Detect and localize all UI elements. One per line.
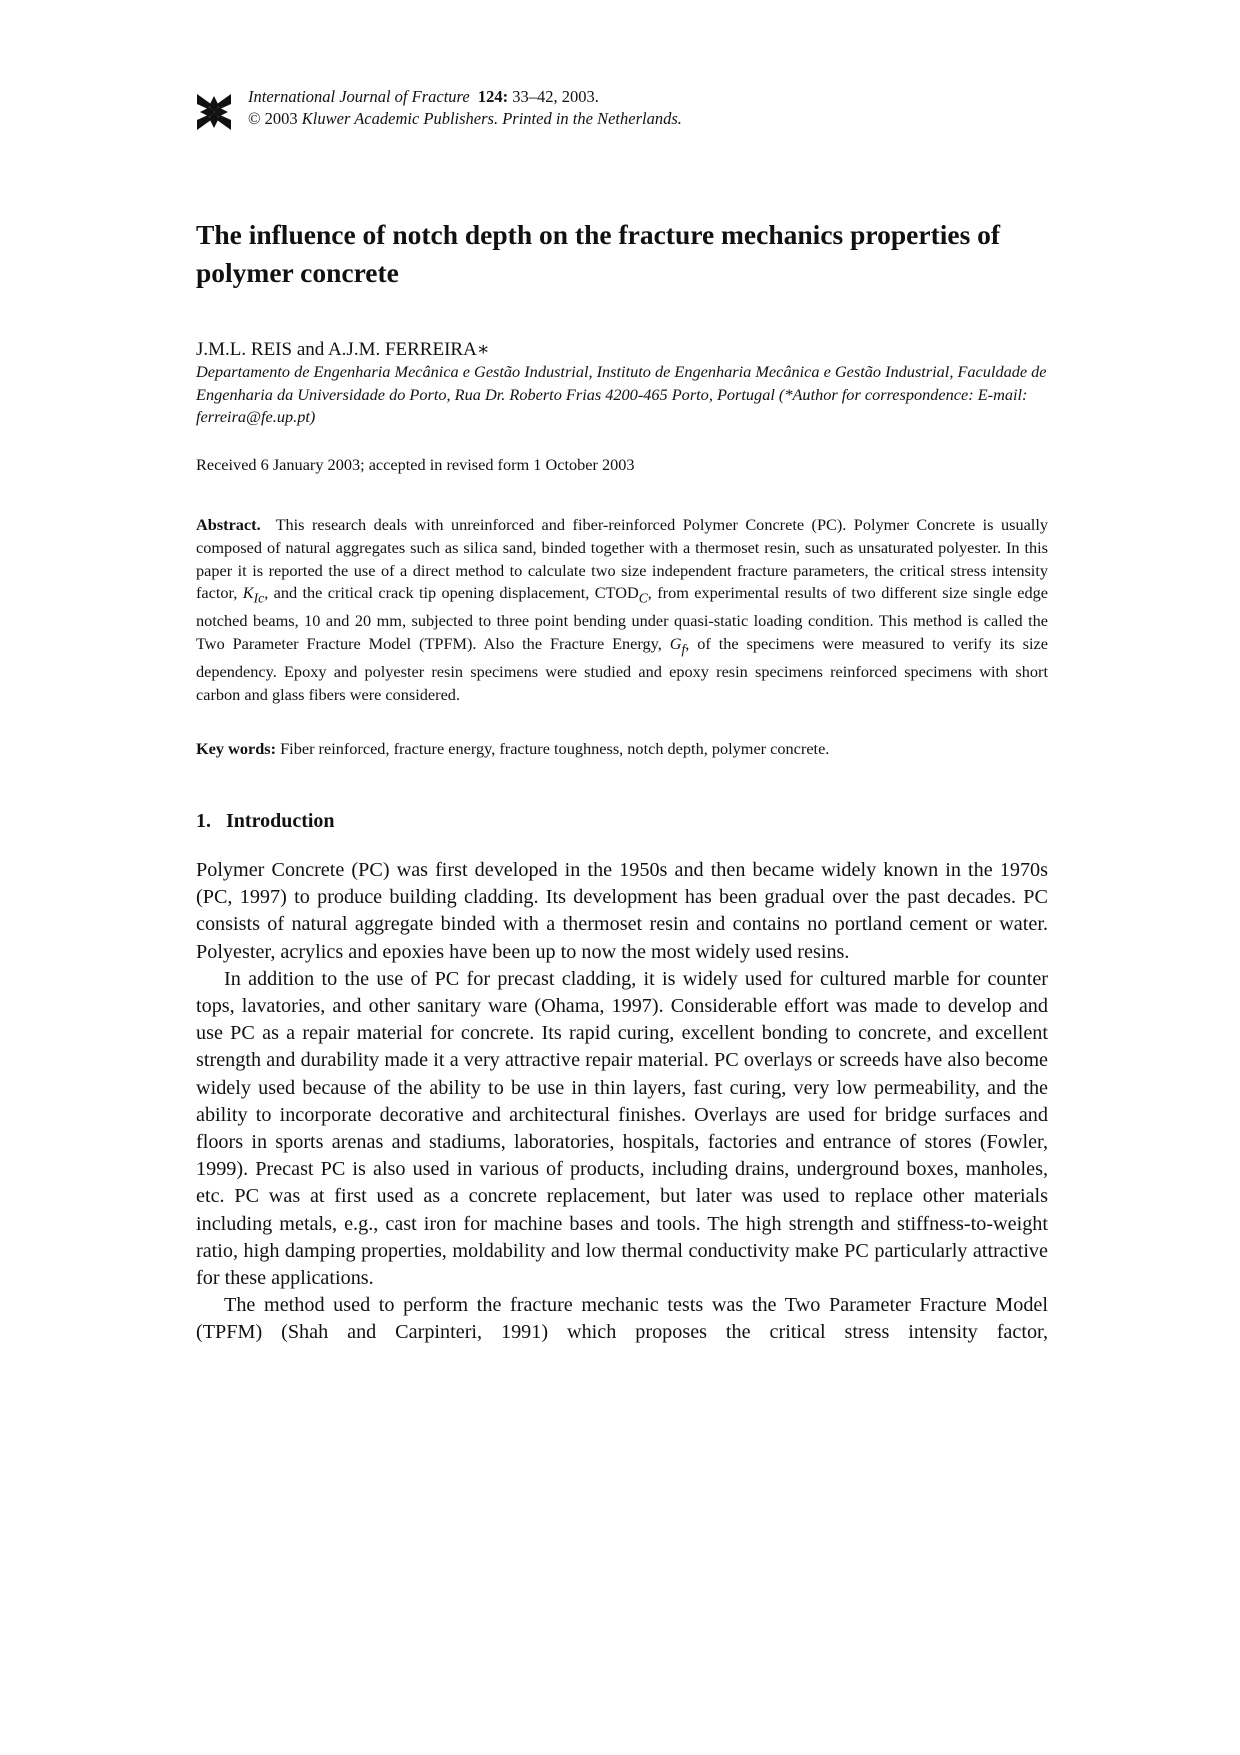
kic-subscript: Ic xyxy=(253,590,265,606)
section-heading xyxy=(196,808,335,834)
paper-title: The influence of notch depth on the fracture mechanics properties of polymer concrete xyxy=(196,219,1001,288)
journal-header xyxy=(196,86,1048,134)
abstract-label: Abstract. xyxy=(196,515,261,534)
abstract-text-2: , and the critical crack tip opening displacement, xyxy=(264,583,590,603)
affiliation: Departamento de Engenharia Mecânica e Gestão Industrial, Instituto de Engenharia Mecânica e Gestão Industrial, Faculdade de Engenharia da Universidade do Porto, Rua Dr. Roberto Frias 4200-465 Porto, Portugal (*Author for correspondence: E-mail: ferreira@fe.up.pt) xyxy=(196,362,1047,426)
body-text xyxy=(196,857,1048,1347)
section-title: Introduction xyxy=(226,810,335,832)
copyright-symbol: © 2003 xyxy=(248,109,302,128)
keywords xyxy=(196,738,829,760)
abstract-text-4: , of the specimens were measured to verify its size dependency. Epoxy and polyester resin specimens were studied and epoxy resin specimens reinforced specimens with short carbon and glass fibers were considered. xyxy=(196,634,1048,705)
paragraph: In addition to the use of PC for precast cladding, it is widely used for cultured marble for counter tops, lavatories, and other sanitary ware (Ohama, 1997). Considerable effort was made to develop and use PC as a repair material for concrete. Its rapid curing, excellent bonding to concrete, and excellent strength and durability made it a very attractive repair material. PC overlays or screeds have also become widely used because of the ability to be use in thin layers, fast curing, very low permeability, and the ability to incorporate decorative and architectural finishes. Overlays are used for bridge surfaces and floors in sports arenas and stadiums, laboratories, hospitals, factories and entrance of stores (Fowler, 1999). Precast PC is also used in various of products, including drains, underground boxes, manholes, etc. PC was at first used as a concrete replacement, but later was used to replace other materials including metals, e.g., cast iron for machine bases and tools. The high strength and stiffness-to-weight ratio, high damping properties, moldability and low thermal conductivity make PC particularly attractive for these applications. xyxy=(196,967,1048,1290)
gf-symbol: G xyxy=(669,634,682,654)
section-number: 1. xyxy=(196,810,211,832)
publisher-logo-icon xyxy=(196,92,232,132)
gf-subscript: f xyxy=(681,641,686,657)
journal-citation xyxy=(248,86,599,108)
keywords-text: Fiber reinforced, fracture energy, fracture toughness, notch depth, polymer concrete. xyxy=(276,739,830,758)
abstract-text-3: , from experimental results of two different size single edge notched beams, 10 and 20 mm, subjected to three point bending under quasi-static loading condition. This method is called the Two Parameter Fracture Model (TPFM). Also the Fracture Energy, xyxy=(196,583,1048,654)
keywords-label: Key words: xyxy=(196,739,277,758)
copyright-line xyxy=(248,108,682,130)
ctod-subscript: C xyxy=(638,590,648,606)
paragraph: The method used to perform the fracture mechanic tests was the Two Parameter Fracture Model (TPFM) (Shah and Carpinteri, 1991) which proposes the critical stress intensity factor, xyxy=(196,1294,1048,1344)
received-date: Received 6 January 2003; accepted in revised form 1 October 2003 xyxy=(196,455,635,474)
paragraph: Polymer Concrete (PC) was first developed in the 1950s and then became widely known in the 1970s (PC, 1997) to produce building cladding. Its development has been gradual over the past decades. PC consists of natural aggregate binded with a thermoset resin and contains no portland cement or water. Polyester, acrylics and epoxies have been up to now the most widely used resins. xyxy=(196,859,1048,963)
authors: J.M.L. REIS and A.J.M. FERREIRA∗ xyxy=(196,339,490,360)
abstract xyxy=(196,514,1048,707)
publisher-name: Kluwer Academic Publishers. Printed in the Netherlands. xyxy=(301,109,682,128)
kic-symbol: K xyxy=(242,583,254,603)
journal-volume: 124: xyxy=(477,87,509,106)
abstract-text-1: This research deals with unreinforced and fiber-reinforced Polymer Concrete (PC). Polymer Concrete is usually composed of natural aggregates such as silica sand, binded together with a thermoset resin, such as unsaturated polyester. In this paper it is reported the use of a direct method to calculate two size independent fracture parameters, the critical stress intensity factor, xyxy=(196,515,1048,603)
journal-name: International Journal of Fracture xyxy=(248,87,470,106)
journal-pages-year: 33–42, 2003. xyxy=(508,87,599,106)
ctod-symbol: CTOD xyxy=(594,583,639,603)
